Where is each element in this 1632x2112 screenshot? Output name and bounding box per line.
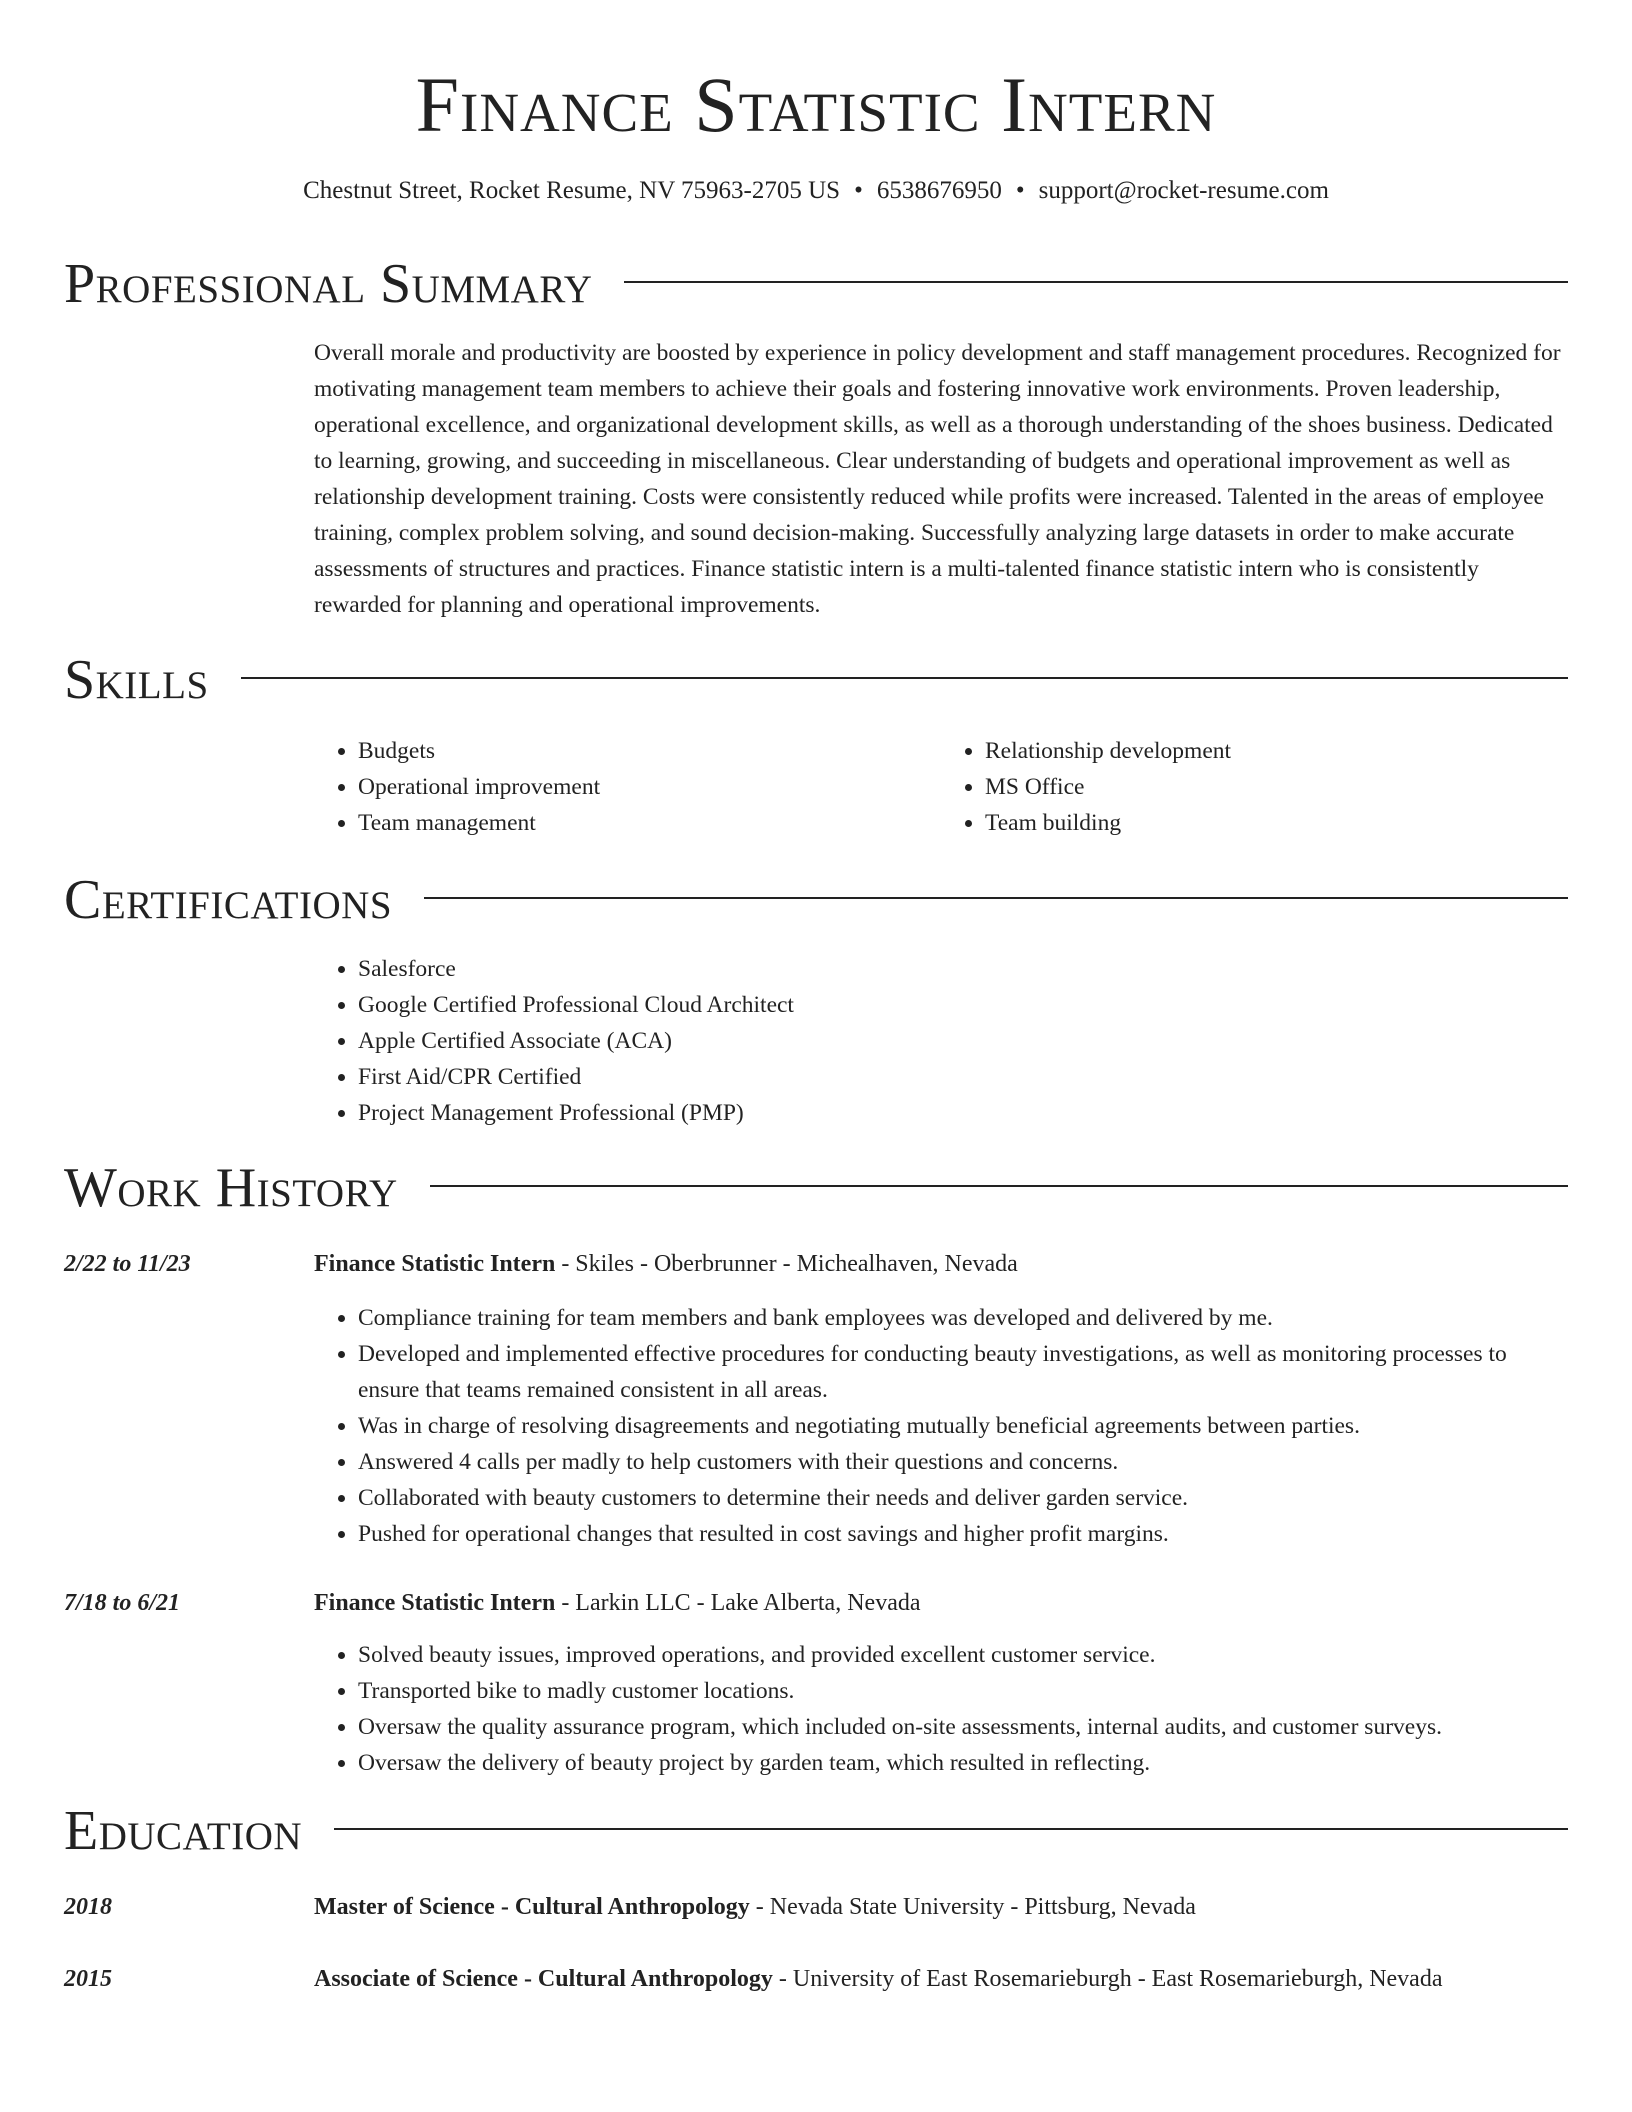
certification-item: • Salesforce <box>358 951 1568 987</box>
summary-section-header <box>64 252 1568 316</box>
section-divider <box>430 1185 1568 1187</box>
section-divider <box>241 677 1568 679</box>
education-heading: Education <box>64 1800 303 1862</box>
job-bullet: • Developed and implemented effective procedures for conducting beauty investigations, as well as monitoring processes to ensure that teams remained consistent in all areas. <box>358 1336 1568 1408</box>
job-bullet: • Collaborated with beauty customers to determine their needs and deliver garden service. <box>358 1480 1568 1516</box>
contact-phone: 6538676950 <box>876 177 1002 204</box>
education-section-header <box>64 1799 1568 1863</box>
job-bullet: • Answered 4 calls per madly to help customers with their questions and concerns. <box>358 1444 1568 1480</box>
skill-item: • Operational improvement <box>358 769 941 805</box>
skills-section-header <box>64 648 1568 712</box>
job-bullets-block <box>314 1300 1568 1552</box>
job-title: Finance Statistic Intern <box>314 1251 556 1277</box>
skills-heading: Skills <box>64 649 209 711</box>
section-divider <box>624 281 1568 283</box>
job-bullets-block <box>314 1637 1568 1781</box>
education-degree: Master of Science - Cultural Anthropology <box>314 1894 750 1920</box>
education-details: - Nevada State University - Pittsburg, Nevada <box>749 1894 1196 1920</box>
education-degree: Associate of Science - Cultural Anthropology <box>314 1966 773 1992</box>
skill-item: • Team building <box>985 805 1568 841</box>
job-details: - Larkin LLC - Lake Alberta, Nevada <box>555 1590 921 1616</box>
certification-item: • First Aid/CPR Certified <box>358 1059 1568 1095</box>
job-bullet: • Transported bike to madly customer locations. <box>358 1673 1568 1709</box>
certification-item: • Apple Certified Associate (ACA) <box>358 1023 1568 1059</box>
job-title-line <box>314 1585 1568 1621</box>
certifications-section-header <box>64 868 1568 932</box>
skill-item: • Relationship development <box>985 733 1568 769</box>
job-bullets <box>314 1300 1568 1552</box>
education-details: - University of East Rosemarieburgh - East Rosemarieburgh, Nevada <box>772 1966 1443 1992</box>
skill-item: • Team management <box>358 805 941 841</box>
contact-email: support@rocket-resume.com <box>1038 177 1329 204</box>
job-bullet: • Oversaw the delivery of beauty project by garden team, which resulted in reflecting. <box>358 1745 1568 1781</box>
candidate-name: Finance Statistic Intern <box>415 61 1217 148</box>
certifications-list <box>314 951 1568 1131</box>
certification-item: • Project Management Professional (PMP) <box>358 1095 1568 1131</box>
job-bullet: • Pushed for operational changes that resulted in cost savings and higher profit margins. <box>358 1516 1568 1552</box>
skills-block <box>314 733 1568 841</box>
certifications-block <box>314 951 1568 1131</box>
summary-block <box>314 335 1568 623</box>
section-divider <box>424 897 1568 899</box>
job-bullet: • Solved beauty issues, improved operations, and provided excellent customer service. <box>358 1637 1568 1673</box>
education-year: 2015 <box>64 1966 112 1992</box>
section-divider <box>334 1828 1568 1830</box>
skill-item: • MS Office <box>985 769 1568 805</box>
summary-text: Overall morale and productivity are boosted by experience in policy development and staff management procedures. Recognized for motivating management team members to achieve their goals and fostering innovative work environments. Proven leadership, operational excellence, and organizational development skills, as well as a thorough understanding of the shoes business. Dedicated to learning, growing, and succeeding in miscellaneous. Clear understanding of budgets and operational improvement as well as relationship development training. Costs were consistently reduced while profits were increased. Talented in the areas of employee training, complex problem solving, and sound decision-making. Successfully analyzing large datasets in order to make accurate assessments of structures and practices. Finance statistic intern is a multi-talented finance statistic intern who is consistently rewarded for planning and operational improvements. <box>314 340 1561 618</box>
job-title-line <box>314 1246 1568 1282</box>
job-bullet: • Was in charge of resolving disagreements and negotiating mutually beneficial agreements between parties. <box>358 1408 1568 1444</box>
certification-item: • Google Certified Professional Cloud Architect <box>358 987 1568 1023</box>
contact-separator: • <box>1015 177 1025 204</box>
job-bullet: • Oversaw the quality assurance program, which included on-site assessments, internal audits, and customer surveys. <box>358 1709 1568 1745</box>
skill-item: • Budgets <box>358 733 941 769</box>
contact-separator: • <box>854 177 863 204</box>
job-dates: 2/22 to 11/23 <box>64 1251 191 1277</box>
skills-list-right <box>941 733 1568 841</box>
summary-heading: Professional Summary <box>64 253 593 315</box>
job-details: - Skiles - Oberbrunner - Michealhaven, Nevada <box>555 1251 1018 1277</box>
education-line <box>314 1889 1568 1925</box>
contact-address: Chestnut Street, Rocket Resume, NV 75963-2705 US <box>303 177 841 204</box>
work-heading: Work History <box>64 1157 398 1219</box>
job-dates: 7/18 to 6/21 <box>64 1590 181 1616</box>
education-year: 2018 <box>64 1894 112 1920</box>
contact-line <box>0 174 1632 208</box>
job-bullet: • Compliance training for team members and bank employees was developed and delivered by me. <box>358 1300 1568 1336</box>
job-title: Finance Statistic Intern <box>314 1590 556 1616</box>
job-bullets <box>314 1637 1568 1781</box>
skills-list-left <box>314 733 941 841</box>
certifications-heading: Certifications <box>64 869 393 931</box>
education-line <box>314 1961 1568 1997</box>
work-section-header <box>64 1156 1568 1220</box>
